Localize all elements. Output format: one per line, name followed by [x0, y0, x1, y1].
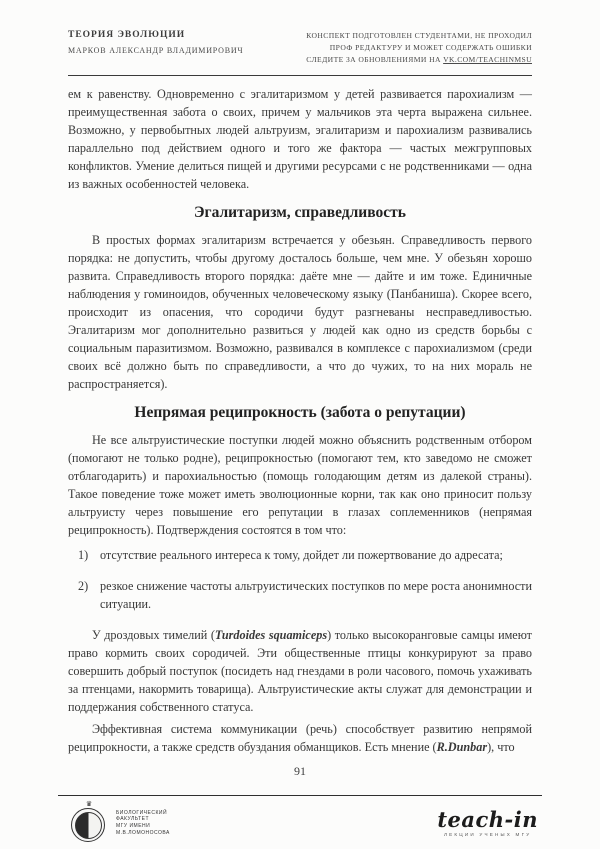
notice-line-1: КОНСПЕКТ ПОДГОТОВЛЕН СТУДЕНТАМИ, НЕ ПРОХОДИЛ	[306, 31, 532, 40]
paragraph-babblers-pre: У дроздовых тимелий (	[92, 628, 215, 643]
paragraph-babblers-post: ) только высокоранговые самцы имеют право кормить своих сородичей. Эти общественные птицы конкурируют за право совершить добрый поступок (посидеть над гнездами в роли часового, помочь ухаживать за птенцами, накормить товарища). Альтруистические акты служат для демонстрации и поддержания собственного статуса.	[68, 628, 532, 715]
header-rule	[68, 75, 532, 76]
emblem-core	[75, 812, 102, 839]
teachin-logo: teach-in	[437, 807, 538, 832]
faculty-line: МГУ ИМЕНИ	[116, 823, 151, 829]
crown-icon: ♛	[85, 800, 93, 808]
paragraph-indirect-reciprocity: Не все альтруистические поступки людей можно объяснить родственным отбором (помогают не только родне), реципрокностью (помогают тем, кто заведомо не сможет отблагодарить) и парохиальностью (помощь голодающим детям из далекой страны). Такое поведение тоже может иметь эволюционные корни, так как оно приносит пользу альтруисту через повышение его репутации в глазах соплеменников (непрямая реципрокность). Подтверждения состоятся в том что:	[68, 433, 532, 538]
list-item-number: 2)	[78, 579, 89, 594]
course-author: МАРКОВ АЛЕКСАНДР ВЛАДИМИРОВИЧ	[68, 46, 244, 55]
faculty-line: М.В.ЛОМОНОСОВА	[116, 829, 170, 836]
faculty-text	[116, 810, 170, 837]
page-number: 91	[294, 764, 306, 778]
faculty-line: ФАКУЛЬТЕТ	[116, 816, 150, 823]
paragraph-babblers	[68, 626, 532, 716]
paragraph-continuation: ем к равенству. Одновременно с эгалитаризмом у детей развивается парохиализм — преимущественная забота о своих, причем у мальчиков эта черта выражена сильнее. Возможно, у первобытных людей альтруизм, эгалитаризм и парохиализм развивались параллельно под действием одного и того же фактора — частых межгрупповых конфликтов. Умение делиться пищей и другими ресурсами с не родственниками — одна из важных особенностей человека.	[68, 87, 532, 192]
section-heading-egalitarianism: Эгалитаризм, справедливость	[194, 204, 406, 222]
list-item-text: резкое снижение частоты альтруистических поступков по мере роста анонимности ситуации.	[100, 579, 532, 612]
notice-line-2: ПРОФ РЕДАКТУРУ И МОЖЕТ СОДЕРЖАТЬ ОШИБКИ	[329, 43, 532, 53]
emblem-ring	[71, 808, 105, 842]
list-item-number: 1)	[78, 548, 89, 563]
page-body	[68, 85, 532, 756]
list-item	[68, 546, 532, 564]
page-header	[68, 30, 532, 66]
footer-rule	[58, 795, 542, 796]
header-notice	[306, 30, 532, 66]
header-left	[68, 30, 243, 55]
msu-biology-emblem-icon	[70, 800, 108, 843]
list-item-text: отсутствие реального интереса к тому, дойдет ли пожертвование до адресата;	[100, 548, 503, 563]
vk-link[interactable]: VK.COM/TEACHINMSU	[443, 55, 532, 65]
paragraph-communication-post: ), что	[487, 740, 515, 755]
author-name-dunbar: R.Dunbar	[436, 740, 488, 755]
faculty-line: БИОЛОГИЧЕСКИЙ	[116, 809, 168, 816]
paragraph-communication	[68, 720, 532, 756]
faculty-logo-block	[70, 800, 170, 843]
list-item	[68, 577, 532, 613]
course-title: ТЕОРИЯ ЭВОЛЮЦИИ	[68, 30, 186, 40]
teachin-logo-block	[437, 809, 538, 837]
paragraph-egalitarianism: В простых формах эгалитаризм встречается у обезьян. Справедливость первого порядка: не допустить, чтобы другому досталось больше, чем мне. У обезьян хорошо развита. Справедливость второго порядка: даёте мне — дайте и им тоже. Единичные наблюдения у гоминоидов, обученных человеческому языку (Панбаниша). Скорее всего, происходит из опасения, что сородичи будут разгневаны несправедливостью. Эгалитаризм мог дополнительно развиться у людей как одно из средств борьбы с социальным паразитизмом. Возможно, развивался в комплексе с парохиализмом (среди своих всё должно быть по справедливости, а что до чужих, то на них мораль не распространяется).	[68, 233, 532, 392]
notice-line-3	[306, 54, 532, 66]
teachin-tagline: ЛЕКЦИИ УЧЕНЫХ МГУ	[443, 832, 532, 837]
species-name: Turdoides squamiceps	[214, 628, 328, 643]
paragraph-communication-pre: Эффективная система коммуникации (речь) способствует развитию непрямой реципрокности, а также средств обуздания обманщиков. Есть мнение (	[68, 722, 532, 755]
page-footer	[70, 800, 538, 843]
numbered-list	[68, 546, 532, 613]
section-heading-indirect-reciprocity: Непрямая реципрокность (забота о репутации)	[134, 404, 466, 422]
notice-line-3-prefix: СЛЕДИТЕ ЗА ОБНОВЛЕНИЯМИ НА	[306, 55, 444, 65]
